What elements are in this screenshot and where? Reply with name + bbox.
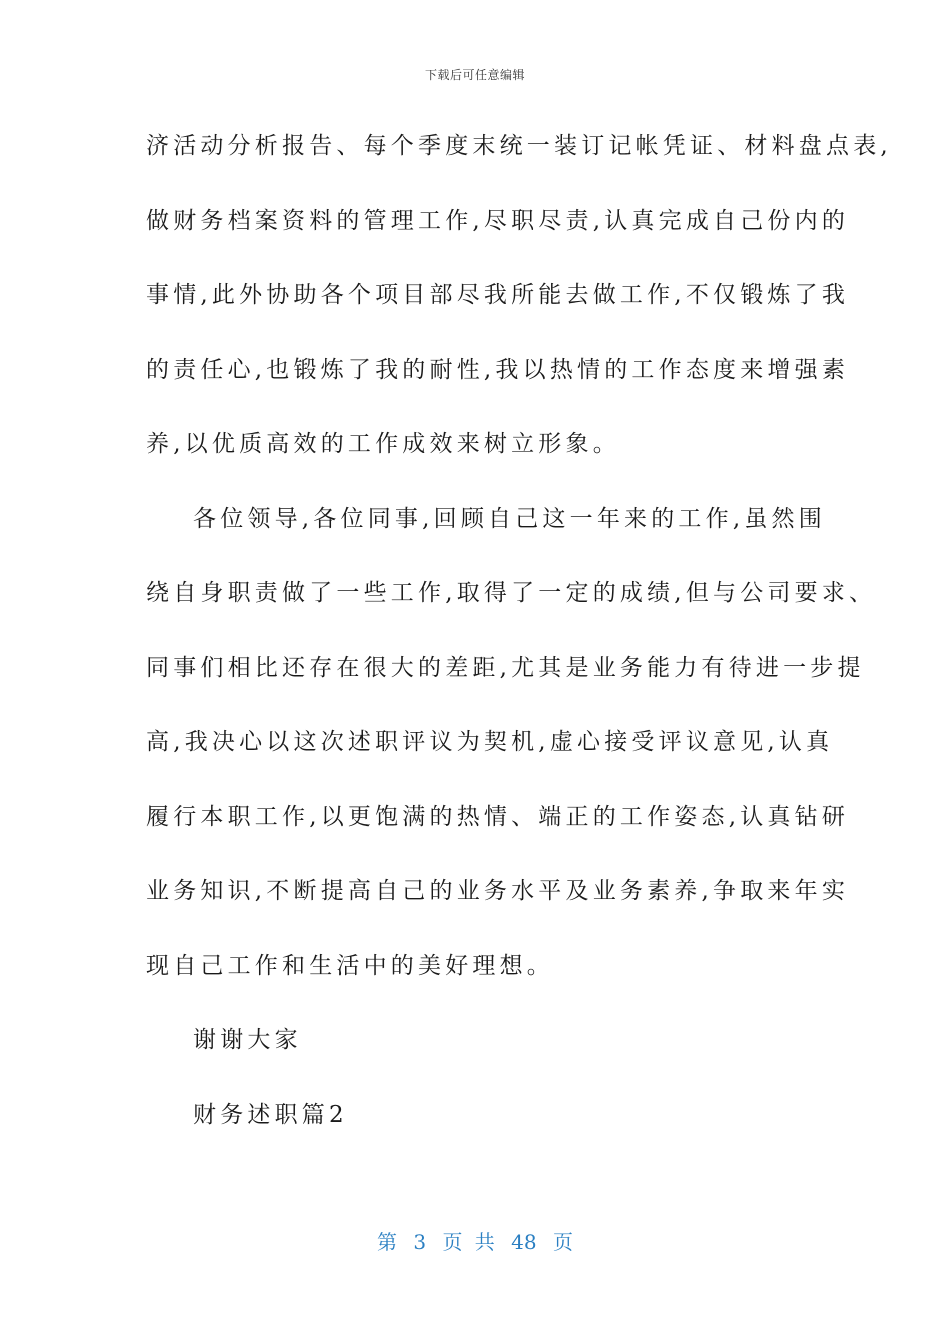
text-line: 做财务档案资料的管理工作,尽职尽责,认真完成自己份内的 xyxy=(146,207,850,234)
page-label-suffix: 页 xyxy=(552,1230,573,1254)
section-heading: 财务述职篇2 xyxy=(193,1101,348,1128)
page-header: 下载后可任意编辑 xyxy=(424,68,525,82)
current-page-number: 3 xyxy=(413,1230,427,1254)
text-line: 济活动分析报告、每个季度末统一装订记帐凭证、材料盘点表, xyxy=(146,133,892,159)
text-line: 养,以优质高效的工作成效来树立形象。 xyxy=(146,431,620,457)
closing-thanks: 谢谢大家 xyxy=(193,1027,302,1053)
page-footer xyxy=(0,1226,950,1255)
text-line: 同事们相比还存在很大的差距,尤其是业务能力有待进一步提 xyxy=(146,654,865,681)
text-line: 高,我决心以这次述职评议为契机,虚心接受评议意见,认真 xyxy=(146,729,834,755)
paragraph-start-line: 各位领导,各位同事,回顾自己这一年来的工作,虽然围 xyxy=(193,505,826,532)
page-label-mid: 页 共 xyxy=(442,1230,495,1254)
total-pages-number: 48 xyxy=(511,1230,537,1254)
page-label-prefix: 第 xyxy=(377,1230,397,1254)
text-line: 履行本职工作,以更饱满的热情、端正的工作姿态,认真钻研 xyxy=(146,803,850,830)
text-line: 的责任心,也锻炼了我的耐性,我以热情的工作态度来增强素 xyxy=(146,356,850,383)
text-line: 事情,此外协助各个项目部尽我所能去做工作,不仅锻炼了我 xyxy=(146,282,850,308)
text-line: 业务知识,不断提高自己的业务水平及业务素养,争取来年实 xyxy=(146,878,850,904)
document-body xyxy=(146,124,892,1167)
text-line: 现自己工作和生活中的美好理想。 xyxy=(146,952,554,979)
text-line: 绕自身职责做了一些工作,取得了一定的成绩,但与公司要求、 xyxy=(146,580,877,606)
